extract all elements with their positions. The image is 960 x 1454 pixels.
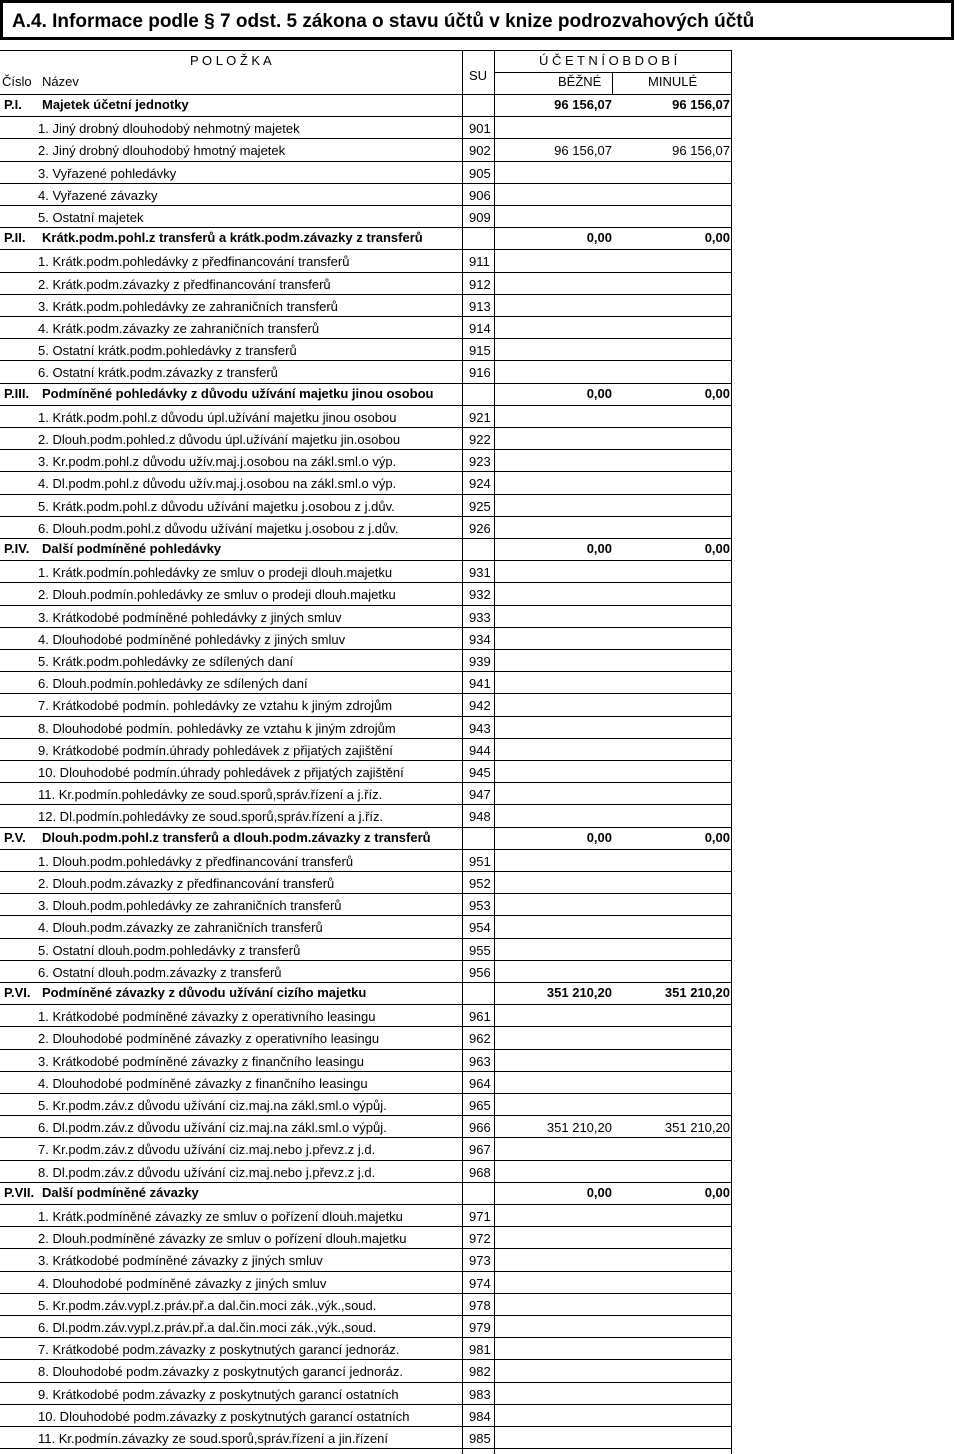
table-row (2, 360, 732, 382)
table-row (2, 427, 732, 449)
section-row (2, 538, 732, 560)
row-name: Krátk.podm.pohl.z transferů a krátk.podm.závazky z transferů (42, 230, 423, 246)
header-bezne: BĚŽNÉ (558, 74, 602, 89)
row-name: 2. Dlouh.podm.závazky z předfinancování transferů (38, 876, 335, 891)
grid-line-horizontal (494, 72, 732, 73)
row-name: 7. Krátkodobé podmín. pohledávky ze vztahu k jiným zdrojům (38, 698, 393, 714)
row-su: 961 (469, 1009, 491, 1025)
row-su: 974 (469, 1275, 491, 1291)
row-su: 985 (469, 1431, 491, 1446)
table-row (2, 1337, 732, 1359)
table-row (2, 1049, 732, 1071)
row-su: 964 (469, 1075, 491, 1091)
table-row (2, 1226, 732, 1248)
row-current-value: 351 210,20 (546, 1120, 612, 1136)
header-nazev: Název (42, 74, 79, 89)
row-previous-value: 0,00 (704, 829, 730, 845)
row-name: 3. Krátkodobé podmíněné závazky z finančního leasingu (38, 1053, 364, 1069)
row-previous-value: 0,00 (704, 230, 730, 246)
row-name: 1. Dlouh.podm.pohledávky z předfinancování transferů (38, 853, 354, 869)
row-su: 982 (469, 1364, 491, 1380)
header-minule: MINULÉ (648, 74, 698, 89)
table-row (2, 716, 732, 738)
row-name: 1. Jiný drobný dlouhodobý nehmotný majetek (38, 121, 300, 137)
header-obdobi: Ú Č E T N Í O B D O B Í (539, 53, 678, 68)
row-current-value: 96 156,07 (554, 97, 612, 112)
row-su: 952 (469, 876, 491, 891)
row-code: P.II. (4, 230, 26, 246)
row-name: 5. Kr.podm.záv.z důvodu užívání ciz.maj.na zákl.sml.o výpůj. (38, 1098, 387, 1113)
row-name: 12. Dl.podmín.pohledávky ze soud.sporů,správ.řízení a j.říz. (38, 809, 384, 825)
row-name: 9. Krátkodobé podm.závazky z poskytnutých garancí ostatních (38, 1386, 399, 1402)
row-su: 925 (469, 498, 491, 514)
table-row (2, 294, 732, 316)
section-row (2, 383, 732, 405)
row-code: P.V. (4, 829, 26, 845)
row-su: 902 (469, 143, 491, 159)
row-su: 951 (469, 853, 491, 869)
row-name: 4. Dlouhodobé podmíněné závazky z jiných smluv (38, 1275, 327, 1291)
table-row (2, 116, 732, 138)
row-su: 939 (469, 654, 491, 669)
table-row (2, 871, 732, 893)
table-row (2, 249, 732, 271)
header-polozka: P O L O Ž K A (190, 53, 272, 68)
table-row (2, 671, 732, 693)
table-row (2, 915, 732, 937)
table-row (2, 138, 732, 160)
row-previous-value: 351 210,20 (664, 1120, 730, 1136)
table-row (2, 1160, 732, 1182)
table-row (2, 1426, 732, 1448)
row-name: 1. Krátk.podmín.pohledávky ze smluv o prodeji dlouh.majetku (38, 565, 393, 581)
row-current-value: 0,00 (586, 829, 612, 845)
row-su: 913 (469, 298, 491, 314)
row-su: 916 (469, 365, 491, 381)
row-name: Majetek účetní jednotky (42, 97, 189, 112)
row-name: 1. Krátk.podmíněné závazky ze smluv o pořízení dlouh.majetku (38, 1209, 403, 1224)
table-row (2, 893, 732, 915)
title-bar (0, 0, 954, 40)
table-row (2, 1093, 732, 1115)
table-row (2, 1382, 732, 1404)
row-su: 933 (469, 609, 491, 625)
row-su: 911 (469, 254, 490, 270)
table-row (2, 1115, 732, 1137)
table-row (2, 1293, 732, 1315)
row-name: 6. Ostatní dlouh.podm.závazky z transferů (38, 964, 282, 980)
table-row (2, 1137, 732, 1159)
row-name: 3. Krátk.podm.pohledávky ze zahraničních transferů (38, 298, 338, 314)
row-su: 901 (469, 121, 491, 137)
row-su: 963 (469, 1053, 491, 1069)
row-name: Další podmíněné pohledávky (42, 541, 222, 556)
row-su: 941 (469, 676, 491, 692)
row-su: 921 (469, 409, 491, 425)
row-su: 967 (469, 1142, 491, 1158)
row-name: Další podmíněné závazky (42, 1184, 199, 1200)
row-current-value: 0,00 (586, 541, 612, 556)
row-name: 4. Vyřazené závazky (38, 187, 158, 203)
row-name: 6. Dlouh.podm.pohl.z důvodu užívání majetku j.osobou z j.dův. (38, 520, 399, 536)
row-previous-value: 0,00 (704, 385, 730, 401)
grid-line-vertical (612, 72, 613, 94)
row-su: 956 (469, 964, 491, 980)
row-current-value: 0,00 (586, 1184, 612, 1200)
row-code: P.VII. (4, 1184, 35, 1200)
row-name: 3. Kr.podm.pohl.z důvodu užív.maj.j.osobou na zákl.sml.o výp. (38, 454, 397, 470)
row-name: 3. Krátkodobé podmíněné závazky z jiných smluv (38, 1253, 323, 1269)
row-su: 973 (469, 1253, 491, 1269)
row-su: 981 (469, 1342, 491, 1358)
table-row (2, 1204, 732, 1226)
row-name: 3. Dlouh.podm.pohledávky ze zahraničních transferů (38, 898, 342, 914)
row-name: 4. Krátk.podm.závazky ze zahraničních transferů (38, 321, 320, 336)
row-name: 3. Krátkodobé podmíněné pohledávky z jiných smluv (38, 609, 342, 625)
table-row (2, 1004, 732, 1026)
row-su: 909 (469, 210, 491, 225)
table-row (2, 960, 732, 982)
table-row (2, 1315, 732, 1337)
row-name: 4. Dl.podm.pohl.z důvodu užív.maj.j.osobou na zákl.sml.o výp. (38, 476, 397, 492)
section-row (2, 1182, 732, 1204)
table-row (2, 494, 732, 516)
row-name: 5. Kr.podm.záv.vypl.z.práv.př.a dal.čin.moci zák.,výk.,soud. (38, 1297, 377, 1313)
table-row (2, 338, 732, 360)
row-name: 2. Dlouh.podmín.pohledávky ze smluv o prodeji dlouh.majetku (38, 587, 396, 603)
row-su: 948 (469, 809, 491, 825)
row-su: 942 (469, 698, 491, 714)
row-su: 972 (469, 1231, 491, 1247)
row-name: 4. Dlouhodobé podmíněné závazky z finančního leasingu (38, 1075, 368, 1091)
row-name: 10. Dlouhodobé podmín.úhrady pohledávek z přijatých zajištění (38, 765, 404, 780)
row-name: 5. Ostatní majetek (38, 210, 144, 225)
header-su: SU (469, 68, 488, 83)
row-su: 906 (469, 187, 491, 203)
row-name: 6. Dlouh.podmín.pohledávky ze sdílených daní (38, 676, 308, 692)
row-name: Podmíněné pohledávky z důvodu užívání majetku jinou osobou (42, 385, 434, 401)
row-su: 983 (469, 1386, 491, 1402)
row-name: 8. Dlouhodobé podmín. pohledávky ze vztahu k jiným zdrojům (38, 720, 396, 736)
table-row (2, 582, 732, 604)
row-code: P.III. (4, 385, 30, 401)
section-row (2, 227, 732, 249)
row-code: P.IV. (4, 541, 30, 556)
row-su: 953 (469, 898, 491, 914)
row-name: 6. Dl.podm.záv.vypl.z.práv.př.a dal.čin.moci zák.,výk.,soud. (38, 1320, 377, 1335)
row-su: 947 (469, 787, 491, 803)
row-name: 9. Krátkodobé podmín.úhrady pohledávek z přijatých zajištění (38, 742, 393, 758)
row-previous-value: 96 156,07 (672, 143, 730, 159)
table-row (2, 516, 732, 538)
row-name: 5. Krátk.podm.pohl.z důvodu užívání majetku j.osobou z j.dův. (38, 498, 395, 514)
section-row (2, 827, 732, 849)
row-name: 1. Krátkodobé podmíněné závazky z operativního leasingu (38, 1009, 376, 1025)
table-row (2, 183, 732, 205)
row-su: 954 (469, 920, 491, 936)
row-name: 6. Ostatní krátk.podm.závazky z transferů (38, 365, 278, 381)
row-name: 2. Krátk.podm.závazky z předfinancování transferů (38, 276, 331, 292)
row-name: Podmíněné závazky z důvodu užívání cizího majetku (42, 985, 367, 1000)
row-name: 7. Kr.podm.záv.z důvodu užívání ciz.maj.nebo j.převz.z j.d. (38, 1142, 376, 1158)
table-row (2, 449, 732, 471)
table-row (2, 1071, 732, 1093)
table-row (2, 471, 732, 493)
row-su: 922 (469, 432, 491, 447)
row-name: 1. Krátk.podm.pohledávky z předfinancování transferů (38, 254, 350, 270)
row-name: 7. Krátkodobé podm.závazky z poskytnutých garancí jednoráz. (38, 1342, 400, 1358)
row-su: 944 (469, 742, 491, 758)
row-su: 968 (469, 1164, 491, 1180)
row-su: 978 (469, 1297, 491, 1313)
row-su: 962 (469, 1031, 491, 1047)
table-row (2, 849, 732, 871)
row-su: 945 (469, 765, 491, 780)
row-name: 4. Dlouh.podm.závazky ze zahraničních transferů (38, 920, 323, 936)
row-su: 924 (469, 476, 491, 492)
row-name: 6. Dl.podm.záv.z důvodu užívání ciz.maj.na zákl.sml.o výpůj. (38, 1120, 387, 1136)
table-row (2, 782, 732, 804)
table-row (2, 693, 732, 715)
table-row (2, 1248, 732, 1270)
row-name: 2. Dlouh.podmíněné závazky ze smluv o pořízení dlouh.majetku (38, 1231, 407, 1247)
row-su: 915 (469, 343, 491, 359)
row-su: 965 (469, 1098, 491, 1113)
row-previous-value: 351 210,20 (664, 985, 730, 1000)
row-name: 2. Jiný drobný dlouhodobý hmotný majetek (38, 143, 286, 159)
row-su: 932 (469, 587, 491, 603)
table-row (2, 627, 732, 649)
row-name: 11. Kr.podmín.pohledávky ze soud.sporů,správ.řízení a j.říz. (38, 787, 383, 803)
table-row (2, 938, 732, 960)
row-su: 971 (469, 1209, 491, 1224)
table-row (2, 1026, 732, 1048)
row-name: 11. Kr.podmín.závazky ze soud.sporů,správ.řízení a jin.řízení (38, 1431, 388, 1446)
row-su: 979 (469, 1320, 491, 1335)
row-name: Dlouh.podm.pohl.z transferů a dlouh.podm.závazky z transferů (42, 829, 431, 845)
table-row (2, 738, 732, 760)
row-code: P.I. (4, 97, 22, 112)
row-previous-value: 96 156,07 (672, 97, 730, 112)
row-su: 934 (469, 631, 491, 647)
header-cislo: Číslo (2, 74, 32, 89)
row-name: 1. Krátk.podm.pohl.z důvodu úpl.užívání majetku jinou osobou (38, 409, 397, 425)
row-su: 955 (469, 942, 491, 958)
row-su: 926 (469, 520, 491, 536)
row-name: 4. Dlouhodobé podmíněné pohledávky z jiných smluv (38, 631, 346, 647)
grid-line-horizontal (0, 50, 732, 51)
row-su: 905 (469, 165, 491, 181)
table-row (2, 605, 732, 627)
table-row (2, 804, 732, 826)
table-row (2, 1271, 732, 1293)
row-current-value: 0,00 (586, 230, 612, 246)
table-row (2, 205, 732, 227)
row-su: 966 (469, 1120, 491, 1136)
row-previous-value: 0,00 (704, 1184, 730, 1200)
row-su: 984 (469, 1408, 491, 1424)
table-row (2, 405, 732, 427)
table-row (2, 161, 732, 183)
table-row (2, 316, 732, 338)
row-current-value: 351 210,20 (546, 985, 612, 1000)
table-row (2, 760, 732, 782)
section-row (2, 94, 732, 116)
section-row (2, 982, 732, 1004)
row-name: 8. Dlouhodobé podm.závazky z poskytnutých garancí jednoráz. (38, 1364, 403, 1380)
row-su: 943 (469, 720, 491, 736)
row-su: 912 (469, 276, 491, 292)
row-name: 5. Krátk.podm.pohledávky ze sdílených daní (38, 654, 294, 669)
grid-line-horizontal (0, 1448, 732, 1449)
table-row (2, 560, 732, 582)
row-su: 914 (469, 321, 491, 336)
table-row (2, 1404, 732, 1426)
row-su: 923 (469, 454, 491, 470)
row-name: 5. Ostatní krátk.podm.pohledávky z transferů (38, 343, 297, 359)
row-previous-value: 0,00 (704, 541, 730, 556)
row-name: 3. Vyřazené pohledávky (38, 165, 177, 181)
row-name: 5. Ostatní dlouh.podm.pohledávky z transferů (38, 942, 301, 958)
row-name: 2. Dlouh.podm.pohled.z důvodu úpl.užívání majetku jin.osobou (38, 432, 401, 447)
row-current-value: 0,00 (586, 385, 612, 401)
row-current-value: 96 156,07 (554, 143, 612, 159)
page-title: A.4. Informace podle § 7 odst. 5 zákona o stavu účtů v knize podrozvahových účtů (12, 11, 755, 32)
row-code: P.VI. (4, 985, 31, 1000)
row-name: 2. Dlouhodobé podmíněné závazky z operativního leasingu (38, 1031, 380, 1047)
table-row (2, 649, 732, 671)
row-name: 8. Dl.podm.záv.z důvodu užívání ciz.maj.nebo j.převz.z j.d. (38, 1164, 376, 1180)
table-row (2, 272, 732, 294)
row-su: 931 (469, 565, 491, 581)
row-name: 10. Dlouhodobé podm.závazky z poskytnutých garancí ostatních (38, 1408, 410, 1424)
table-row (2, 1359, 732, 1381)
